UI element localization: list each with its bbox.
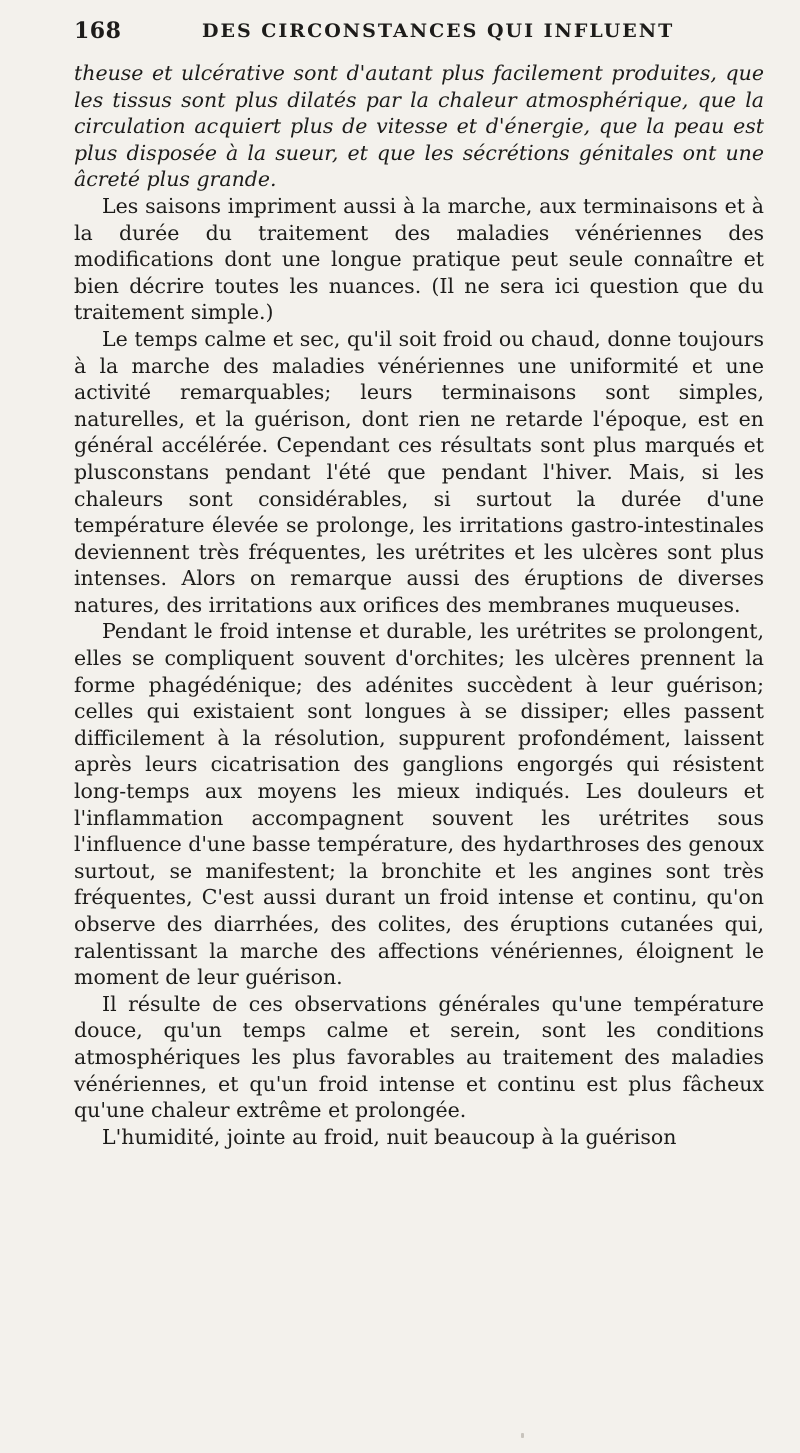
paragraph-conclusion: Il résulte de ces observations générales qu'une température douce, qu'un temps calme et serein, sont les conditions atmosphériques les plus favorables au traitement des maladies vénériennes, et qu'un froid intense et continu est plus fâcheux qu'une chaleur extrême et prolongée. (74, 991, 764, 1123)
running-head: DES CIRCONSTANCES QUI INFLUENT (202, 20, 675, 42)
paragraph-continuation: theuse et ulcérative sont d'autant plus facilement produites, que les tissus sont plus dilatés par la chaleur atmosphérique, que la circulation acquiert plus de vitesse et d'énergie, que la peau est plus disposée à la sueur, et que les sécrétions génitales ont une âcreté plus grande. (74, 61, 764, 192)
print-speck (521, 1433, 524, 1438)
page-header (74, 14, 764, 50)
page-number: 168 (74, 18, 122, 44)
paragraph-saisons: Les saisons impriment aussi à la marche, aux terminaisons et à la durée du traitement des maladies vénériennes des modifications dont une longue pratique peut seule connaître et bien décrire toutes les nuances. (Il ne sera ici question que du traitement simple.) (74, 193, 764, 325)
paragraph-froid-intense: Pendant le froid intense et durable, les urétrites se prolongent, elles se compliquent souvent d'orchites; les ulcères prennent la forme phagédénique; des adénites succèdent à leur guérison; celles qui existaient sont longues à se dissiper; elles passent difficilement à la résolution, suppurent profondément, laissent après leurs cicatrisation des ganglions engorgés qui résistent long-temps aux moyens les mieux indiqués. Les douleurs et l'inflammation accompagnent souvent les urétrites sous l'influence d'une basse température, des hydarthroses des genoux surtout, se manifestent; la bronchite et les angines sont très fréquentes, C'est aussi durant un froid intense et continu, qu'on observe des diarrhées, des colites, des éruptions cutanées qui, ralentissant la marche des affections vénériennes, éloignent le moment de leur guérison. (74, 619, 764, 990)
page-body (74, 60, 764, 1150)
paragraph-temps-calme: Le temps calme et sec, qu'il soit froid ou chaud, donne toujours à la marche des maladies vénériennes une uniformité et une activité remarquables; leurs terminaisons sont simples, naturelles, et la guérison, dont rien ne retarde l'époque, est en général accélérée. Cependant ces résultats sont plus marqués et plusconstans pendant l'été que pendant l'hiver. Mais, si les chaleurs sont considérables, si surtout la durée d'une température élevée se prolonge, les irritations gastro-intestinales deviennent très fréquentes, les urétrites et les ulcères sont plus intenses. Alors on remarque aussi des éruptions de diverses natures, des irritations aux orifices des membranes muqueuses. (74, 326, 764, 617)
paragraph-humidite: L'humidité, jointe au froid, nuit beaucoup à la guérison (102, 1124, 677, 1149)
